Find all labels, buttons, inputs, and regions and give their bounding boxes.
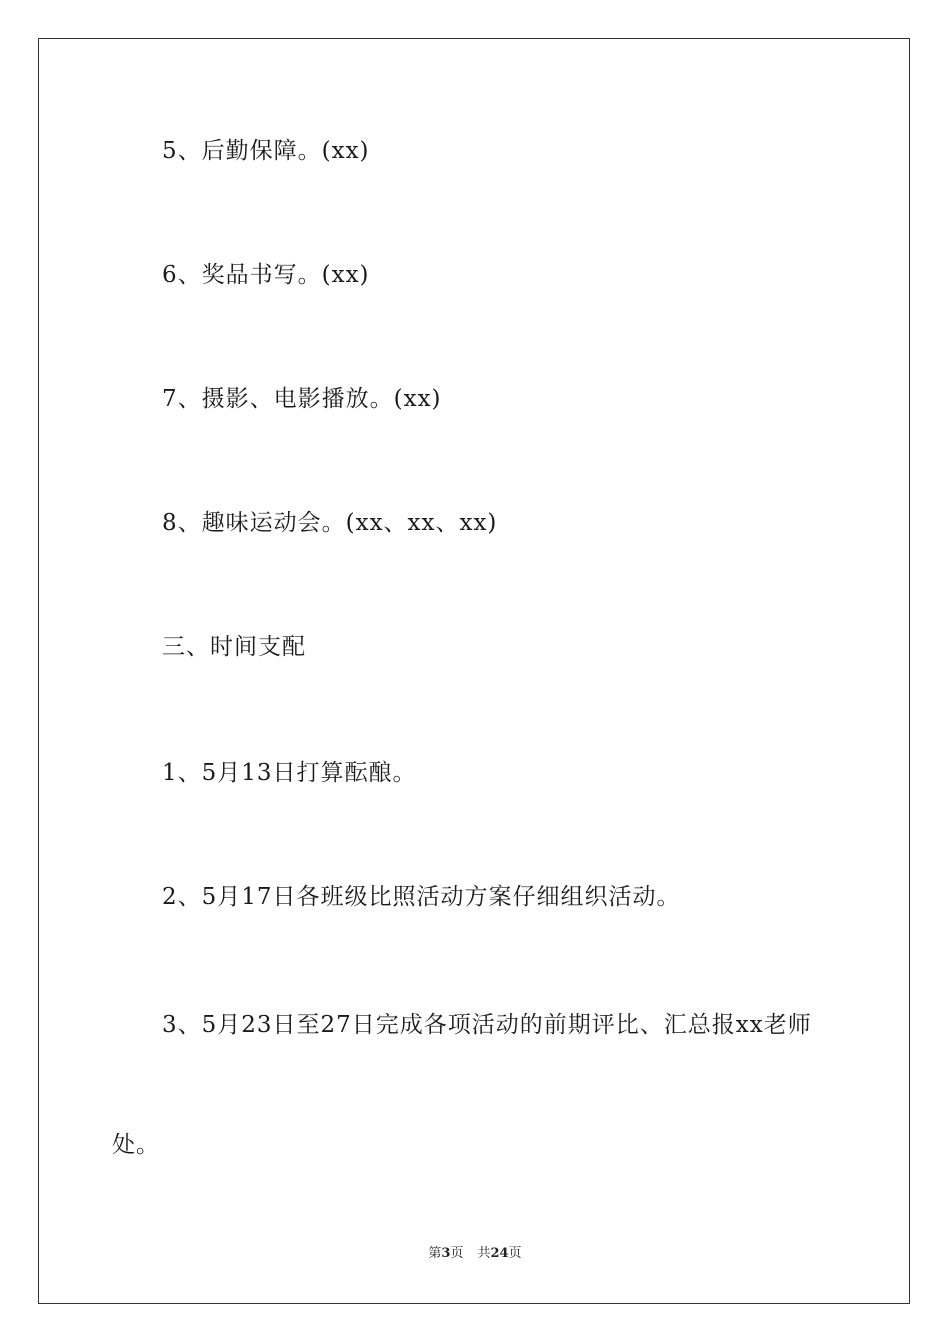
footer-page-number: 3 xyxy=(441,1246,451,1261)
document-line-9: 处。 xyxy=(112,1132,160,1158)
footer-page-prefix: 第 xyxy=(428,1246,442,1261)
document-line-8: 3、5月23日至27日完成各项活动的前期评比、汇总报xx老师 xyxy=(162,1012,812,1038)
document-line-1: 5、后勤保障。(xx) xyxy=(162,138,370,164)
document-line-6: 1、5月13日打算酝酿。 xyxy=(162,760,417,786)
document-line-3: 7、摄影、电影播放。(xx) xyxy=(162,386,442,412)
document-line-4: 8、趣味运动会。(xx、xx、xx) xyxy=(162,510,498,536)
document-line-2: 6、奖品书写。(xx) xyxy=(162,262,370,288)
footer-total-pages: 24 xyxy=(490,1246,509,1261)
document-line-7: 2、5月17日各班级比照活动方案仔细组织活动。 xyxy=(162,884,681,910)
page-footer xyxy=(0,1245,950,1263)
footer-total-prefix: 共 xyxy=(477,1246,491,1261)
section-heading: 三、时间支配 xyxy=(162,634,306,660)
footer-page-suffix: 页 xyxy=(450,1246,464,1261)
page-border xyxy=(38,38,910,1304)
footer-total-suffix: 页 xyxy=(508,1246,522,1261)
